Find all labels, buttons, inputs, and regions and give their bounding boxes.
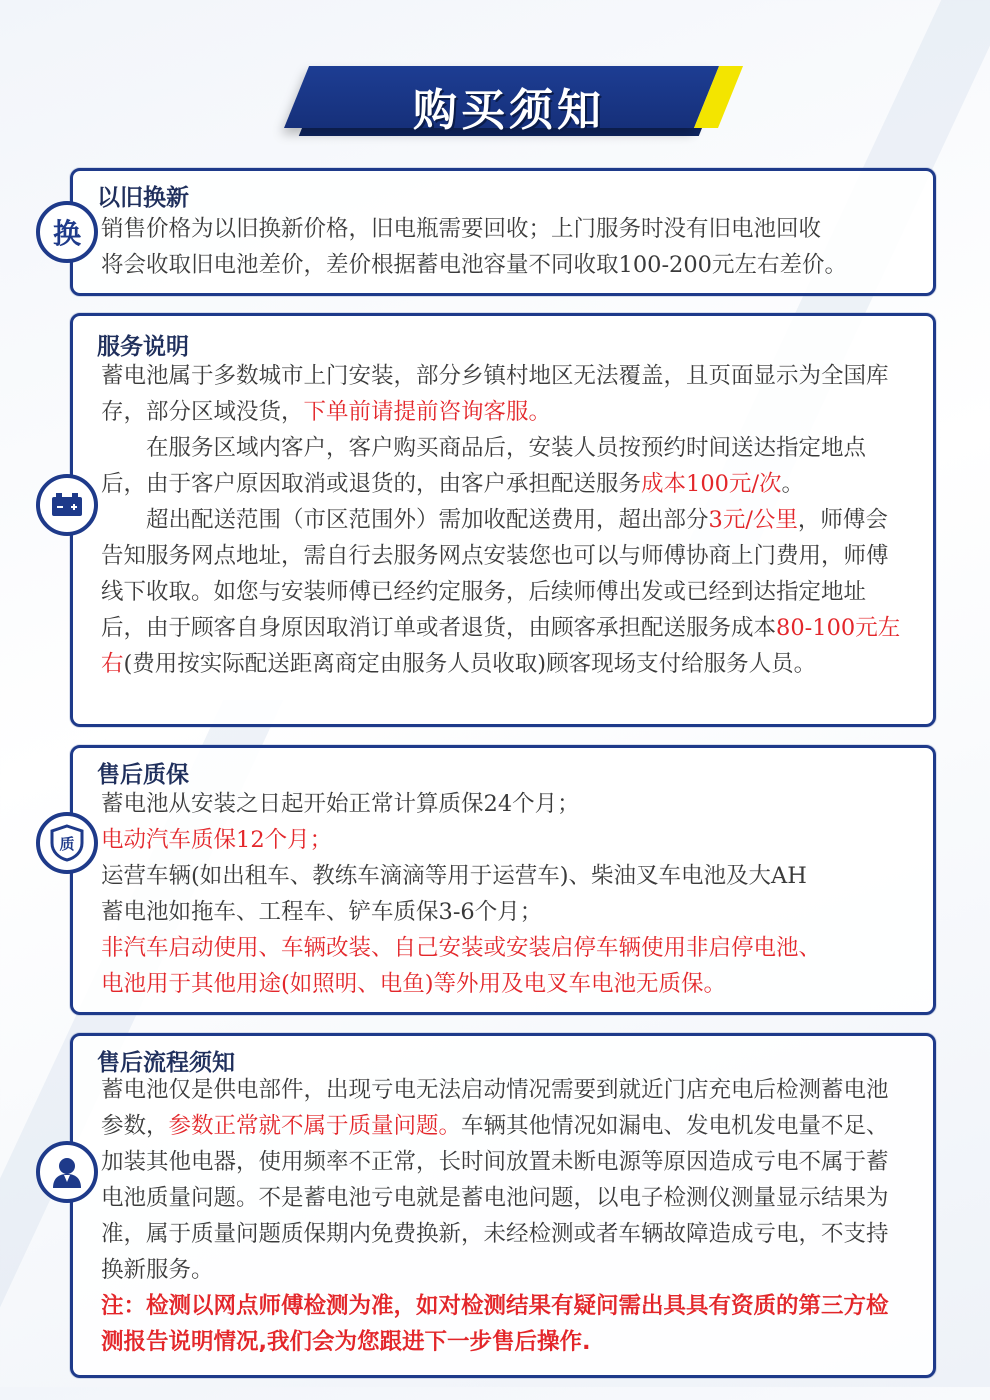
- battery-icon: [36, 474, 98, 536]
- service-text: 蓄电池属于多数城市上门安装，部分乡镇村地区无法覆盖，且页面显示为全国库存，部分区域没货，: [101, 363, 889, 425]
- warranty-line: 蓄电池从安装之日起开始正常计算质保24个月；: [101, 791, 580, 817]
- service-text-highlight: 成本100元/次: [641, 471, 782, 497]
- service-text: 在服务区域内客户，客户购买商品后，安装人员按预约时间送达指定地点后，由于客户原因取消或退货的，由客户承担配送服务: [101, 435, 867, 497]
- process-paragraph: [101, 1072, 903, 1288]
- page-title: 购买须知: [413, 85, 605, 136]
- process-text: 蓄电池仅是供电部件，出现亏电无法启动情况需要到就近门店充电后检测蓄电池参数，: [101, 1077, 889, 1139]
- header-banner: [284, 66, 728, 152]
- exchange-title: 以旧换新: [97, 185, 189, 211]
- service-paragraph: [101, 502, 903, 682]
- customer-service-icon: [36, 1141, 98, 1203]
- warranty-line-highlight: 电动汽车质保12个月；: [101, 827, 333, 853]
- exchange-line: 将会收取旧电池差价，差价根据蓄电池容量不同收取100-200元左右差价。: [101, 252, 847, 278]
- service-text: 超出配送范围（市区范围外）需加收配送费用，超出部分: [146, 507, 709, 533]
- process-body: [101, 1072, 903, 1360]
- service-title: 服务说明: [97, 334, 189, 360]
- process-text-highlight: 参数正常就不属于质量问题。: [168, 1113, 462, 1139]
- exchange-line: 销售价格为以旧换新价格，旧电瓶需要回收；上门服务时没有旧电池回收: [101, 216, 822, 242]
- warranty-line-highlight: 非汽车启动使用、车辆改装、自己安装或安装启停车辆使用非启停电池、: [101, 935, 822, 961]
- battery-glyph: [50, 492, 84, 518]
- service-card: [70, 313, 936, 727]
- exchange-icon-glyph: 换: [52, 217, 81, 250]
- warranty-line: 运营车辆(如出租车、教练车滴滴等用于运营车)、柴油叉车电池及大AH: [101, 863, 807, 889]
- process-card: [70, 1033, 936, 1378]
- service-body: [101, 358, 903, 682]
- warranty-line-highlight: 电池用于其他用途(如照明、电鱼)等外用及电叉车电池无质保。: [101, 971, 727, 997]
- user-icon: [47, 1152, 87, 1192]
- process-title: 售后流程须知: [97, 1050, 235, 1076]
- service-text: ，师傅会告知服务网点地址，需自行去服务网点安装您也可以与师傅协商上门费用，师傅线下收取。如您与安装师傅已经约定服务，后续师傅出发或已经到达指定地址后，由于顾客自身原因取消订单或者退货，由顾客承担配送服务成本: [101, 507, 889, 641]
- process-note: 注：检测以网点师傅检测为准，如对检测结果有疑问需出具具有资质的第三方检测报告说明情况,我们会为您跟进下一步售后操作.: [101, 1293, 889, 1355]
- service-text: (费用按实际配送距离商定由服务人员收取)顾客现场支付给服务人员。: [123, 651, 817, 677]
- warranty-title: 售后质保: [97, 762, 189, 788]
- warranty-card: [70, 745, 936, 1015]
- service-text: 。: [781, 471, 805, 497]
- warranty-line: 蓄电池如拖车、工程车、铲车质保3-6个月；: [101, 899, 543, 925]
- service-text-highlight: 80-100元左右: [101, 615, 901, 677]
- quality-icon: [36, 812, 98, 874]
- exchange-card: [70, 168, 936, 296]
- exchange-icon: [36, 201, 98, 263]
- service-paragraph: [101, 430, 903, 502]
- svg-text:质: 质: [59, 835, 75, 853]
- process-text: 车辆其他情况如漏电、发电机发电量不足、加装其他电器，使用频率不正常，长时间放置未断电源等原因造成亏电不属于蓄电池质量问题。不是蓄电池亏电就是蓄电池问题，以电子检测仪测量显示结果为准，属于质量问题质保期内免费换新，未经检测或者车辆故障造成亏电，不支持换新服务。: [101, 1113, 889, 1283]
- exchange-body: [101, 211, 903, 283]
- warranty-body: [101, 786, 903, 1002]
- service-text-highlight: 下单前请提前咨询客服。: [303, 399, 552, 425]
- shield-icon: [49, 824, 85, 862]
- service-text-highlight: 3元/公里: [708, 507, 798, 533]
- service-paragraph: [101, 358, 903, 430]
